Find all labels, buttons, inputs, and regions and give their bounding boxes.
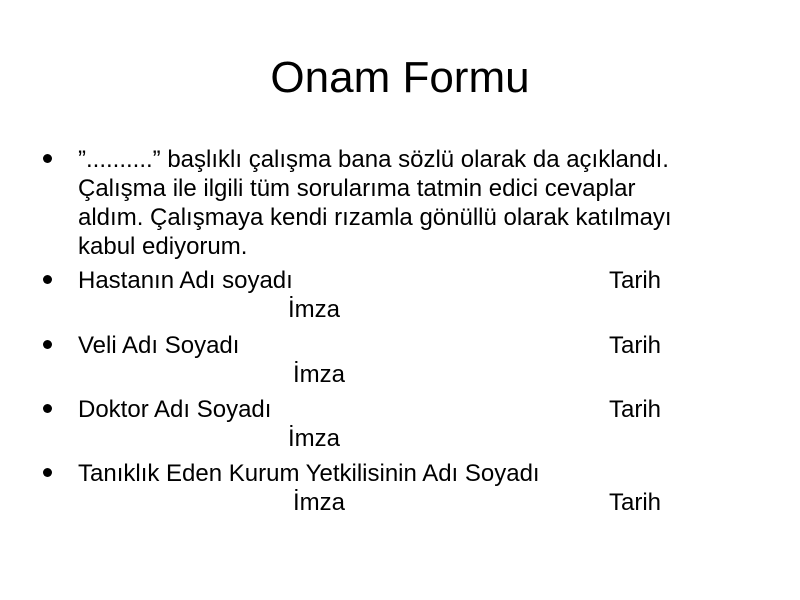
bullet-dot: [43, 340, 52, 349]
bullet-dot: [43, 275, 52, 284]
intro-line: Çalışma ile ilgili tüm sorularıma tatmin edici cevaplar: [78, 175, 636, 202]
slide-title: Onam Formu: [270, 53, 530, 102]
bullet-dot: [43, 154, 52, 163]
bullet-dot: [43, 468, 52, 477]
witness-signature-label: İmza: [293, 489, 346, 516]
guardian-date-label: Tarih: [609, 332, 662, 359]
bullet-dot: [43, 404, 52, 413]
intro-paragraph: [78, 145, 778, 261]
patient-name-label: Hastanın Adı soyadı: [78, 267, 293, 294]
doctor-date-label: Tarih: [609, 396, 662, 423]
patient-date-label: Tarih: [609, 267, 662, 294]
intro-line: kabul ediyorum.: [78, 233, 248, 260]
doctor-signature-label: İmza: [288, 425, 341, 452]
guardian-name-label: Veli Adı Soyadı: [78, 332, 240, 359]
doctor-name-label: Doktor Adı Soyadı: [78, 396, 272, 423]
guardian-signature-label: İmza: [293, 361, 346, 388]
intro-line: aldım. Çalışmaya kendi rızamla gönüllü olarak katılmayı: [78, 204, 672, 231]
witness-date-label: Tarih: [609, 489, 662, 516]
intro-line: ”..........” başlıklı çalışma bana sözlü olarak da açıklandı.: [78, 146, 669, 173]
patient-signature-label: İmza: [288, 296, 341, 323]
witness-name-label: Tanıklık Eden Kurum Yetkilisinin Adı Soyadı: [78, 460, 540, 487]
